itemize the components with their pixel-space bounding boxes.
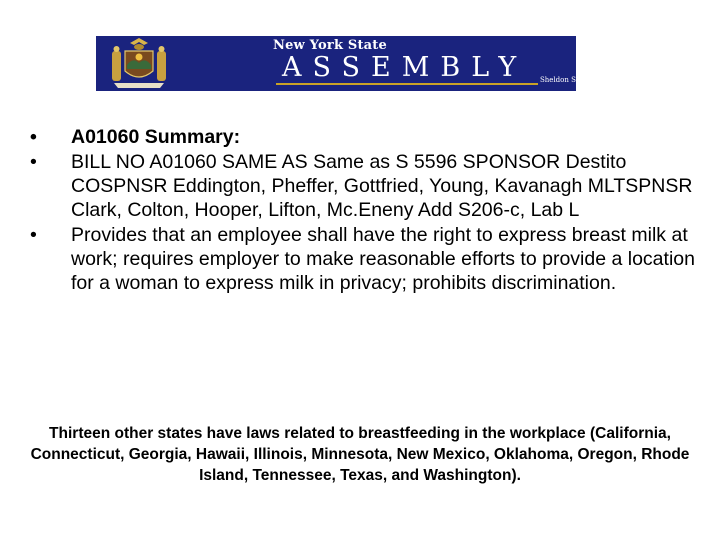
bill-summary-list	[30, 125, 695, 296]
banner-speaker: Sheldon Silver - Speaker	[540, 76, 628, 84]
states-note: Thirteen other states have laws related to breastfeeding in the workplace (California, Connecticut, Georgia, Hawaii, Illinois, Minnesota, New Mexico, Oklahoma, Oregon, Rhode Island, Tennessee, Texas, and Washington).	[30, 425, 690, 484]
list-item	[30, 125, 695, 149]
list-item-text: BILL NO A01060 SAME AS Same as S 5596 SPONSOR Destito COSPNSR Eddington, Pheffer, Gottfried, Young, Kavanagh MLTSPNSR Clark, Colton, Hooper, Lifton, Mc.Eneny Add S206-c, Lab L	[71, 151, 693, 221]
list-item	[30, 223, 695, 295]
list-item	[30, 150, 695, 222]
bullet-marker: •	[30, 151, 37, 173]
list-item-text: Provides that an employee shall have the right to express breast milk at work; requires employer to make reasonable efforts to provide a location for a woman to express milk in privacy; prohibits discrimination.	[71, 224, 695, 294]
bullet-marker: •	[30, 126, 37, 148]
list-item-text: A01060 Summary:	[71, 126, 241, 148]
assembly-banner	[96, 36, 628, 91]
banner-subtitle: New York State	[273, 38, 387, 53]
banner-title: ASSEMBLY	[282, 52, 528, 83]
bullet-marker: •	[30, 224, 37, 246]
ny-state-seal-icon	[100, 37, 178, 90]
banner-underline	[276, 83, 538, 85]
